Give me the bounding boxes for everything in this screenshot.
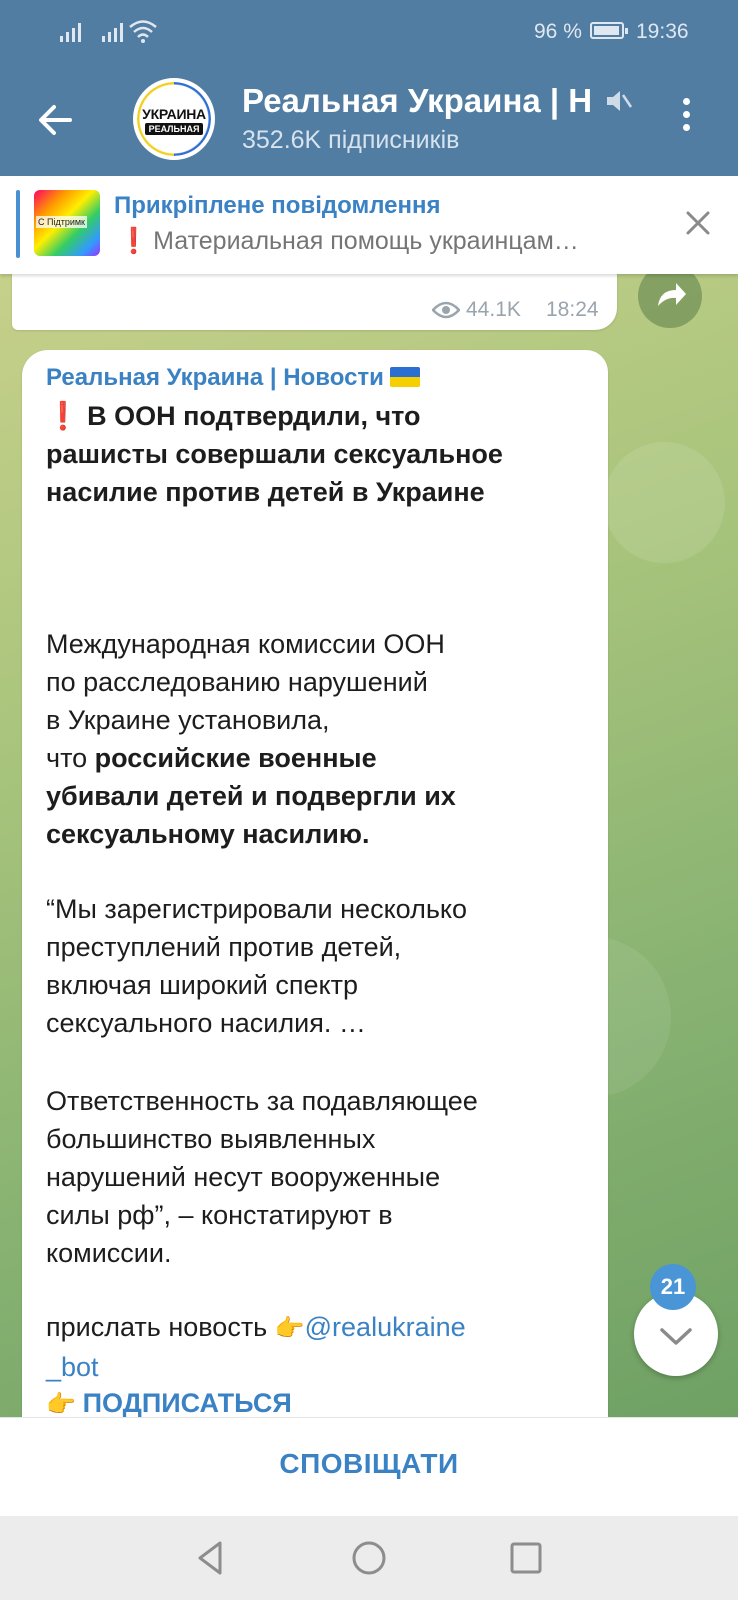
channel-avatar[interactable] (133, 78, 215, 160)
headline-text: В ООН подтвердили, что рашисты совершали сексуальное насилие против детей в Украине (46, 401, 503, 507)
subscribe-link[interactable] (46, 1384, 292, 1417)
clock: 19:36 (636, 20, 689, 43)
pointing-hand-icon: 👉 (274, 1315, 305, 1342)
nav-home-icon[interactable] (348, 1537, 390, 1579)
signal-icon (102, 20, 123, 42)
channel-title[interactable]: Реальная Украина | Н (242, 82, 593, 119)
signal-icon (60, 20, 81, 42)
previous-message[interactable] (12, 274, 617, 330)
message-author[interactable] (46, 364, 420, 392)
author-name: Реальная Украина | Новости (46, 364, 384, 391)
message-paragraph: Ответственность за подавляющее большинство выявленных нарушений несут вооруженные силы рф”, – констатируют в комиссии. (46, 1086, 478, 1268)
back-arrow-icon[interactable] (30, 94, 82, 146)
view-count (432, 298, 521, 322)
thumbnail-label: С Підтримк (38, 217, 85, 227)
views-text: 44.1K (466, 298, 521, 321)
share-button[interactable] (638, 274, 702, 328)
avatar-subtext: РЕАЛЬНАЯ (145, 123, 203, 135)
send-news-line (46, 1308, 466, 1386)
paragraph-bold-text: российские военные убивали детей и подвергли их сексуальному насилию. (46, 743, 456, 849)
nav-recents-icon[interactable] (505, 1537, 547, 1579)
battery-percent: 96 % (534, 20, 582, 43)
pinned-indicator (16, 190, 20, 258)
bot-link[interactable]: @realukraine _bot (46, 1312, 466, 1382)
pinned-preview (118, 227, 579, 256)
exclamation-icon: ❗ (46, 401, 88, 431)
paragraph-text: Международная комиссии ООН по расследованию нарушений в Украине установила, что (46, 629, 445, 773)
bottom-action-bar (0, 1417, 738, 1516)
battery-icon (590, 22, 624, 39)
ukraine-flag-icon (390, 367, 420, 387)
message-headline (46, 397, 503, 511)
wifi-icon (128, 18, 158, 44)
eye-icon (432, 301, 460, 319)
more-options-icon[interactable] (675, 98, 697, 142)
unread-count-badge: 21 (650, 1264, 696, 1310)
pinned-message-bar[interactable] (0, 176, 738, 274)
message-time: 18:24 (546, 298, 599, 321)
message-paragraph (46, 625, 456, 853)
notify-button[interactable]: СПОВІЩАТИ (279, 1448, 459, 1479)
subscriber-count: 352.6K підписників (242, 126, 460, 154)
pinned-thumbnail (34, 190, 100, 256)
pinned-title: Прикріплене повідомлення (114, 192, 441, 219)
close-icon[interactable] (683, 208, 713, 238)
message-bubble[interactable] (22, 350, 608, 1417)
nav-back-icon[interactable] (190, 1537, 232, 1579)
subscribe-link-text: ПОДПИСАТЬСЯ (82, 1388, 292, 1417)
system-navigation-bar (0, 1516, 738, 1600)
chat-area[interactable] (0, 274, 738, 1417)
pointing-hand-icon: 👉 (46, 1391, 83, 1417)
muted-icon (603, 86, 633, 116)
message-quote: “Мы зарегистрировали несколько преступлений против детей, включая широкий спектр сексуального насилия. … (46, 894, 468, 1038)
exclamation-icon: ❗ (118, 227, 150, 255)
chat-header (0, 64, 738, 176)
share-icon (638, 274, 702, 328)
pinned-preview-text: Материальная помощь украинцам… (153, 227, 579, 255)
send-news-text: прислать новость (46, 1312, 275, 1342)
status-bar (0, 0, 738, 64)
avatar-text: УКРАИНА (142, 106, 206, 122)
